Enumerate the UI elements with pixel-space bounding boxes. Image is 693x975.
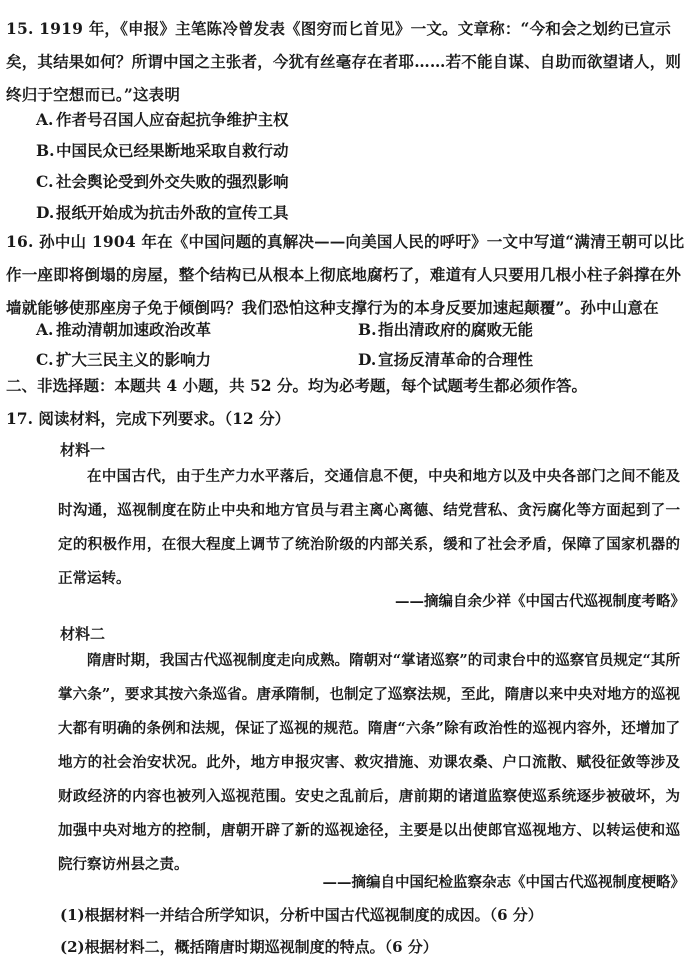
material-1-body: 在中国古代，由于生产力水平落后，交通信息不便，中央和地方以及中央各部门之间不能及时沟通，巡视制度在防止中央和地方官员与君主离心离德、结党营私、贪污腐化等方面起到了一定的积极作用，在很大程度上调节了统治阶级的内部关系，缓和了社会矛盾，保障了国家机器的正常运转。 <box>58 468 680 587</box>
q16-option-c[interactable]: C. 扩大三民主义的影响力 <box>36 350 212 369</box>
q15-option-c[interactable]: C. 社会舆论受到外交失败的强烈影响 <box>36 172 289 191</box>
q15-stem: 15. 1919 年，《申报》主笔陈冷曾发表《图穷而匕首见》一文。文章称：“今和会之划约已宣示矣，其结果如何？所谓中国之主张者，今犹有丝毫存在者耶……若不能自谋、自助而欲望诸人，则终归于空想而已。”这表明 <box>6 19 682 104</box>
q16-option-a[interactable]: A. 推动清朝加速政治改革 <box>36 320 212 339</box>
q16-option-b[interactable]: B.指出清政府的腐败无能 <box>358 320 534 339</box>
q16-option-d[interactable]: D. 宣扬反清革命的合理性 <box>358 350 534 369</box>
material-2-title: 材料二 <box>60 625 106 643</box>
material-2-body: 隋唐时期，我国古代巡视制度走向成熟。隋朝对“掌诸巡察”的司隶台中的巡察官员规定“其所掌六条”，要求其按六条巡省。唐承隋制，也制定了巡察法规，至此，隋唐以来中央对地方的巡视大都有明确的条例和法规，保证了巡视的规范。隋唐“六条”除有政治性的巡视内容外，还增加了地方的社会治安状况。此外，地方申报灾害、救灾措施、劝课农桑、户口流散、赋役征敛等涉及财政经济的内容也被列入巡视范围。安史之乱前后，唐前期的诸道监察使巡系统逐步被破坏，为加强中央对地方的控制，唐朝开辟了新的巡视途径，主要是以出使郎官巡视地方、以转运使和巡院行察访州县之责。 <box>58 652 680 873</box>
material-1-source: ——摘编自余少祥《中国古代巡视制度考略》 <box>395 593 685 610</box>
q15-option-b[interactable]: B.中国民众已经果断地采取自救行动 <box>36 141 289 160</box>
material-2-source: ——摘编自中国纪检监察杂志《中国古代巡视制度梗略》 <box>322 874 685 891</box>
q17-subquestion-1: (1)根据材料一并结合所学知识，分析中国古代巡视制度的成因。（6 分） <box>60 906 543 924</box>
q15-option-d[interactable]: D. 报纸开始成为抗击外敌的宣传工具 <box>36 203 289 222</box>
q15-option-a[interactable]: A. 作者号召国人应奋起抗争维护主权 <box>36 110 289 129</box>
material-1-title: 材料一 <box>60 441 106 459</box>
q17-subquestion-2: (2)根据材料二，概括隋唐时期巡视制度的特点。（6 分） <box>60 938 438 956</box>
q16-stem: 16. 孙中山 1904 年在《中国问题的真解决——向美国人民的呼吁》一文中写道“满清王朝可以比作一座即将倒塌的房屋，整个结构已从根本上彻底地腐朽了，难道有人只要用几根小柱子斜撑在外墙就能够使那座房子免于倾倒吗？我们恐怕这种支撑行为的本身反要加速起颠覆”。孙中山意在 <box>6 232 685 317</box>
section-heading: 二、非选择题：本题共 4 小题，共 52 分。均为必考题，每个试题考生都必须作答。 <box>6 376 587 395</box>
q17-stem: 17. 阅读材料，完成下列要求。（12 分） <box>6 409 291 428</box>
